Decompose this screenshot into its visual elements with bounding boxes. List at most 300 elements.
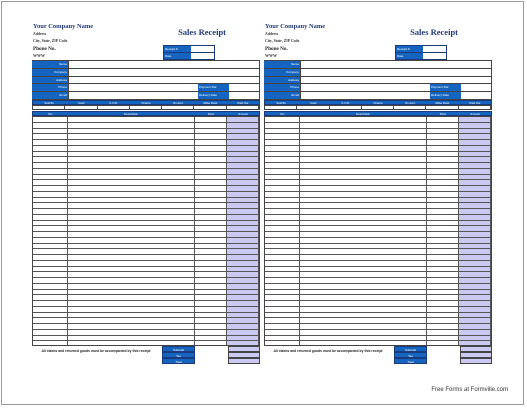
amount-cell[interactable]	[459, 226, 491, 231]
date-field[interactable]	[423, 53, 446, 59]
price-cell[interactable]	[195, 336, 228, 341]
qty-cell[interactable]	[33, 307, 68, 312]
description-cell[interactable]	[300, 169, 427, 174]
qty-cell[interactable]	[265, 134, 300, 139]
customer-name-field[interactable]	[300, 61, 492, 68]
description-cell[interactable]	[68, 226, 195, 231]
price-cell[interactable]	[427, 336, 460, 341]
qty-cell[interactable]	[33, 152, 68, 157]
qty-cell[interactable]	[265, 129, 300, 134]
description-cell[interactable]	[300, 163, 427, 168]
amount-cell[interactable]	[227, 290, 259, 295]
amount-cell[interactable]	[459, 244, 491, 249]
qty-cell[interactable]	[33, 336, 68, 341]
price-cell[interactable]	[195, 267, 228, 272]
description-cell[interactable]	[300, 336, 427, 341]
price-cell[interactable]	[427, 203, 460, 208]
charge-field[interactable]	[362, 106, 394, 109]
description-cell[interactable]	[300, 221, 427, 226]
description-cell[interactable]	[300, 117, 427, 122]
description-cell[interactable]	[300, 175, 427, 180]
price-cell[interactable]	[427, 209, 460, 214]
cash-field[interactable]	[297, 106, 329, 109]
qty-cell[interactable]	[33, 284, 68, 289]
amount-cell[interactable]	[227, 324, 259, 329]
amount-cell[interactable]	[459, 175, 491, 180]
amount-cell[interactable]	[459, 152, 491, 157]
amount-cell[interactable]	[227, 278, 259, 283]
amount-cell[interactable]	[227, 203, 259, 208]
price-cell[interactable]	[195, 203, 228, 208]
qty-cell[interactable]	[33, 198, 68, 203]
cod-field[interactable]	[98, 106, 130, 109]
description-cell[interactable]	[68, 261, 195, 266]
amount-cell[interactable]	[459, 249, 491, 254]
qty-cell[interactable]	[33, 226, 68, 231]
qty-cell[interactable]	[265, 261, 300, 266]
amount-cell[interactable]	[227, 330, 259, 335]
price-cell[interactable]	[427, 244, 460, 249]
description-cell[interactable]	[300, 157, 427, 162]
qty-cell[interactable]	[33, 123, 68, 128]
description-cell[interactable]	[68, 330, 195, 335]
description-cell[interactable]	[300, 290, 427, 295]
amount-cell[interactable]	[459, 203, 491, 208]
amount-cell[interactable]	[227, 146, 259, 151]
receipt-number-field[interactable]	[423, 46, 446, 52]
description-cell[interactable]	[300, 244, 427, 249]
amount-cell[interactable]	[459, 307, 491, 312]
sold-by-field[interactable]	[33, 106, 65, 109]
amount-cell[interactable]	[459, 232, 491, 237]
amount-cell[interactable]	[459, 192, 491, 197]
customer-name-field[interactable]	[68, 61, 260, 68]
description-cell[interactable]	[68, 180, 195, 185]
description-cell[interactable]	[68, 221, 195, 226]
description-cell[interactable]	[300, 215, 427, 220]
description-cell[interactable]	[68, 169, 195, 174]
qty-cell[interactable]	[265, 278, 300, 283]
price-cell[interactable]	[195, 169, 228, 174]
amount-cell[interactable]	[227, 238, 259, 243]
price-cell[interactable]	[427, 318, 460, 323]
customer-address-field[interactable]	[68, 77, 260, 84]
qty-cell[interactable]	[33, 267, 68, 272]
price-cell[interactable]	[195, 284, 228, 289]
description-cell[interactable]	[300, 330, 427, 335]
price-cell[interactable]	[427, 215, 460, 220]
amount-cell[interactable]	[227, 169, 259, 174]
price-cell[interactable]	[195, 290, 228, 295]
amount-cell[interactable]	[459, 209, 491, 214]
description-cell[interactable]	[300, 295, 427, 300]
date-field[interactable]	[191, 53, 214, 59]
qty-cell[interactable]	[265, 324, 300, 329]
amount-cell[interactable]	[227, 301, 259, 306]
description-cell[interactable]	[68, 307, 195, 312]
qty-cell[interactable]	[33, 330, 68, 335]
price-cell[interactable]	[195, 278, 228, 283]
qty-cell[interactable]	[33, 163, 68, 168]
amount-cell[interactable]	[227, 232, 259, 237]
description-cell[interactable]	[68, 140, 195, 145]
description-cell[interactable]	[300, 318, 427, 323]
cod-field[interactable]	[330, 106, 362, 109]
amount-cell[interactable]	[459, 313, 491, 318]
qty-cell[interactable]	[33, 249, 68, 254]
amount-cell[interactable]	[459, 295, 491, 300]
amount-cell[interactable]	[227, 175, 259, 180]
amount-cell[interactable]	[227, 313, 259, 318]
qty-cell[interactable]	[33, 255, 68, 260]
price-cell[interactable]	[195, 330, 228, 335]
customer-email-field[interactable]	[68, 92, 260, 99]
description-cell[interactable]	[68, 175, 195, 180]
qty-cell[interactable]	[265, 272, 300, 277]
description-cell[interactable]	[300, 140, 427, 145]
description-cell[interactable]	[68, 336, 195, 341]
mdse-returned-field[interactable]	[194, 106, 226, 109]
amount-cell[interactable]	[459, 180, 491, 185]
description-cell[interactable]	[68, 152, 195, 157]
qty-cell[interactable]	[33, 129, 68, 134]
price-cell[interactable]	[427, 267, 460, 272]
amount-cell[interactable]	[459, 186, 491, 191]
description-cell[interactable]	[68, 203, 195, 208]
qty-cell[interactable]	[265, 157, 300, 162]
price-cell[interactable]	[427, 324, 460, 329]
description-cell[interactable]	[68, 134, 195, 139]
amount-cell[interactable]	[459, 129, 491, 134]
price-cell[interactable]	[195, 255, 228, 260]
description-cell[interactable]	[300, 226, 427, 231]
amount-cell[interactable]	[227, 186, 259, 191]
amount-cell[interactable]	[227, 284, 259, 289]
amount-cell[interactable]	[227, 209, 259, 214]
price-cell[interactable]	[195, 157, 228, 162]
price-cell[interactable]	[427, 278, 460, 283]
price-cell[interactable]	[427, 330, 460, 335]
description-cell[interactable]	[68, 249, 195, 254]
qty-cell[interactable]	[265, 336, 300, 341]
price-cell[interactable]	[427, 123, 460, 128]
amount-cell[interactable]	[227, 192, 259, 197]
customer-phone-field[interactable]	[68, 84, 260, 91]
description-cell[interactable]	[68, 163, 195, 168]
qty-cell[interactable]	[33, 278, 68, 283]
qty-cell[interactable]	[265, 318, 300, 323]
price-cell[interactable]	[195, 244, 228, 249]
sold-by-field[interactable]	[265, 106, 297, 109]
amount-cell[interactable]	[227, 318, 259, 323]
price-cell[interactable]	[427, 117, 460, 122]
delivery-date-field[interactable]	[229, 92, 259, 99]
description-cell[interactable]	[68, 186, 195, 191]
description-cell[interactable]	[68, 244, 195, 249]
price-cell[interactable]	[427, 140, 460, 145]
price-cell[interactable]	[195, 186, 228, 191]
qty-cell[interactable]	[265, 152, 300, 157]
description-cell[interactable]	[68, 129, 195, 134]
qty-cell[interactable]	[265, 249, 300, 254]
qty-cell[interactable]	[265, 232, 300, 237]
description-cell[interactable]	[68, 272, 195, 277]
qty-cell[interactable]	[33, 175, 68, 180]
amount-cell[interactable]	[459, 215, 491, 220]
qty-cell[interactable]	[33, 324, 68, 329]
price-cell[interactable]	[195, 123, 228, 128]
amount-cell[interactable]	[227, 215, 259, 220]
price-cell[interactable]	[195, 117, 228, 122]
amount-cell[interactable]	[459, 290, 491, 295]
price-cell[interactable]	[427, 249, 460, 254]
price-cell[interactable]	[427, 129, 460, 134]
price-cell[interactable]	[195, 324, 228, 329]
qty-cell[interactable]	[265, 209, 300, 214]
price-cell[interactable]	[427, 232, 460, 237]
amount-cell[interactable]	[227, 140, 259, 145]
qty-cell[interactable]	[33, 192, 68, 197]
description-cell[interactable]	[68, 267, 195, 272]
price-cell[interactable]	[195, 209, 228, 214]
qty-cell[interactable]	[265, 215, 300, 220]
description-cell[interactable]	[300, 180, 427, 185]
amount-cell[interactable]	[459, 278, 491, 283]
description-cell[interactable]	[68, 123, 195, 128]
description-cell[interactable]	[300, 134, 427, 139]
description-cell[interactable]	[68, 295, 195, 300]
qty-cell[interactable]	[265, 169, 300, 174]
amount-cell[interactable]	[459, 117, 491, 122]
amount-cell[interactable]	[459, 221, 491, 226]
total-field[interactable]	[228, 358, 260, 364]
qty-cell[interactable]	[33, 134, 68, 139]
description-cell[interactable]	[300, 186, 427, 191]
qty-cell[interactable]	[265, 284, 300, 289]
price-cell[interactable]	[195, 313, 228, 318]
description-cell[interactable]	[300, 313, 427, 318]
description-cell[interactable]	[300, 152, 427, 157]
description-cell[interactable]	[68, 232, 195, 237]
description-cell[interactable]	[68, 198, 195, 203]
qty-cell[interactable]	[265, 330, 300, 335]
description-cell[interactable]	[68, 157, 195, 162]
qty-cell[interactable]	[265, 140, 300, 145]
qty-cell[interactable]	[265, 192, 300, 197]
qty-cell[interactable]	[265, 123, 300, 128]
qty-cell[interactable]	[33, 318, 68, 323]
description-cell[interactable]	[68, 284, 195, 289]
price-cell[interactable]	[195, 180, 228, 185]
amount-cell[interactable]	[227, 157, 259, 162]
qty-cell[interactable]	[265, 244, 300, 249]
qty-cell[interactable]	[33, 295, 68, 300]
qty-cell[interactable]	[33, 209, 68, 214]
price-cell[interactable]	[195, 152, 228, 157]
cash-field[interactable]	[65, 106, 97, 109]
on-account-field[interactable]	[162, 106, 194, 109]
total-field[interactable]	[460, 358, 492, 364]
qty-cell[interactable]	[265, 301, 300, 306]
price-cell[interactable]	[427, 186, 460, 191]
description-cell[interactable]	[300, 129, 427, 134]
qty-cell[interactable]	[33, 244, 68, 249]
price-cell[interactable]	[195, 198, 228, 203]
qty-cell[interactable]	[33, 261, 68, 266]
qty-cell[interactable]	[33, 272, 68, 277]
amount-cell[interactable]	[227, 123, 259, 128]
qty-cell[interactable]	[33, 301, 68, 306]
price-cell[interactable]	[427, 255, 460, 260]
amount-cell[interactable]	[227, 163, 259, 168]
description-cell[interactable]	[300, 249, 427, 254]
qty-cell[interactable]	[33, 221, 68, 226]
description-cell[interactable]	[68, 290, 195, 295]
amount-cell[interactable]	[227, 249, 259, 254]
price-cell[interactable]	[195, 249, 228, 254]
price-cell[interactable]	[427, 301, 460, 306]
description-cell[interactable]	[300, 301, 427, 306]
qty-cell[interactable]	[265, 203, 300, 208]
amount-cell[interactable]	[459, 198, 491, 203]
price-cell[interactable]	[427, 180, 460, 185]
price-cell[interactable]	[427, 175, 460, 180]
payment-ref-field[interactable]	[229, 84, 259, 91]
description-cell[interactable]	[300, 146, 427, 151]
description-cell[interactable]	[300, 272, 427, 277]
amount-cell[interactable]	[459, 301, 491, 306]
price-cell[interactable]	[195, 163, 228, 168]
amount-cell[interactable]	[227, 272, 259, 277]
price-cell[interactable]	[427, 157, 460, 162]
qty-cell[interactable]	[33, 232, 68, 237]
charge-field[interactable]	[130, 106, 162, 109]
qty-cell[interactable]	[33, 238, 68, 243]
paid-out-field[interactable]	[459, 106, 491, 109]
amount-cell[interactable]	[227, 226, 259, 231]
description-cell[interactable]	[300, 203, 427, 208]
price-cell[interactable]	[427, 261, 460, 266]
amount-cell[interactable]	[459, 261, 491, 266]
amount-cell[interactable]	[227, 244, 259, 249]
qty-cell[interactable]	[33, 169, 68, 174]
price-cell[interactable]	[195, 134, 228, 139]
description-cell[interactable]	[300, 324, 427, 329]
price-cell[interactable]	[195, 232, 228, 237]
price-cell[interactable]	[195, 129, 228, 134]
amount-cell[interactable]	[459, 324, 491, 329]
qty-cell[interactable]	[265, 307, 300, 312]
qty-cell[interactable]	[33, 313, 68, 318]
customer-company-field[interactable]	[300, 69, 492, 76]
amount-cell[interactable]	[227, 198, 259, 203]
price-cell[interactable]	[427, 226, 460, 231]
description-cell[interactable]	[68, 238, 195, 243]
customer-address-field[interactable]	[300, 77, 492, 84]
amount-cell[interactable]	[227, 221, 259, 226]
price-cell[interactable]	[427, 272, 460, 277]
amount-cell[interactable]	[459, 146, 491, 151]
qty-cell[interactable]	[265, 198, 300, 203]
price-cell[interactable]	[427, 192, 460, 197]
price-cell[interactable]	[195, 295, 228, 300]
amount-cell[interactable]	[459, 272, 491, 277]
amount-cell[interactable]	[227, 180, 259, 185]
amount-cell[interactable]	[459, 157, 491, 162]
customer-email-field[interactable]	[300, 92, 492, 99]
price-cell[interactable]	[427, 290, 460, 295]
payment-ref-field[interactable]	[461, 84, 491, 91]
qty-cell[interactable]	[265, 163, 300, 168]
price-cell[interactable]	[195, 272, 228, 277]
price-cell[interactable]	[195, 226, 228, 231]
price-cell[interactable]	[427, 169, 460, 174]
qty-cell[interactable]	[33, 140, 68, 145]
amount-cell[interactable]	[459, 318, 491, 323]
qty-cell[interactable]	[265, 180, 300, 185]
description-cell[interactable]	[300, 209, 427, 214]
description-cell[interactable]	[68, 192, 195, 197]
price-cell[interactable]	[427, 146, 460, 151]
price-cell[interactable]	[195, 307, 228, 312]
amount-cell[interactable]	[227, 261, 259, 266]
price-cell[interactable]	[427, 284, 460, 289]
description-cell[interactable]	[68, 324, 195, 329]
description-cell[interactable]	[68, 313, 195, 318]
price-cell[interactable]	[195, 146, 228, 151]
price-cell[interactable]	[427, 307, 460, 312]
paid-out-field[interactable]	[227, 106, 259, 109]
amount-cell[interactable]	[227, 255, 259, 260]
description-cell[interactable]	[68, 255, 195, 260]
qty-cell[interactable]	[33, 290, 68, 295]
amount-cell[interactable]	[227, 336, 259, 341]
qty-cell[interactable]	[33, 157, 68, 162]
amount-cell[interactable]	[459, 140, 491, 145]
price-cell[interactable]	[427, 134, 460, 139]
description-cell[interactable]	[300, 198, 427, 203]
description-cell[interactable]	[68, 301, 195, 306]
price-cell[interactable]	[195, 140, 228, 145]
description-cell[interactable]	[300, 278, 427, 283]
price-cell[interactable]	[427, 238, 460, 243]
amount-cell[interactable]	[459, 163, 491, 168]
qty-cell[interactable]	[265, 267, 300, 272]
amount-cell[interactable]	[459, 267, 491, 272]
qty-cell[interactable]	[265, 226, 300, 231]
qty-cell[interactable]	[33, 146, 68, 151]
description-cell[interactable]	[68, 278, 195, 283]
qty-cell[interactable]	[265, 295, 300, 300]
qty-cell[interactable]	[265, 290, 300, 295]
qty-cell[interactable]	[265, 221, 300, 226]
description-cell[interactable]	[300, 255, 427, 260]
price-cell[interactable]	[195, 261, 228, 266]
qty-cell[interactable]	[265, 313, 300, 318]
price-cell[interactable]	[195, 192, 228, 197]
qty-cell[interactable]	[33, 203, 68, 208]
amount-cell[interactable]	[227, 129, 259, 134]
description-cell[interactable]	[68, 318, 195, 323]
price-cell[interactable]	[427, 313, 460, 318]
description-cell[interactable]	[300, 284, 427, 289]
qty-cell[interactable]	[33, 117, 68, 122]
amount-cell[interactable]	[227, 267, 259, 272]
on-account-field[interactable]	[394, 106, 426, 109]
price-cell[interactable]	[195, 238, 228, 243]
description-cell[interactable]	[300, 261, 427, 266]
amount-cell[interactable]	[227, 295, 259, 300]
